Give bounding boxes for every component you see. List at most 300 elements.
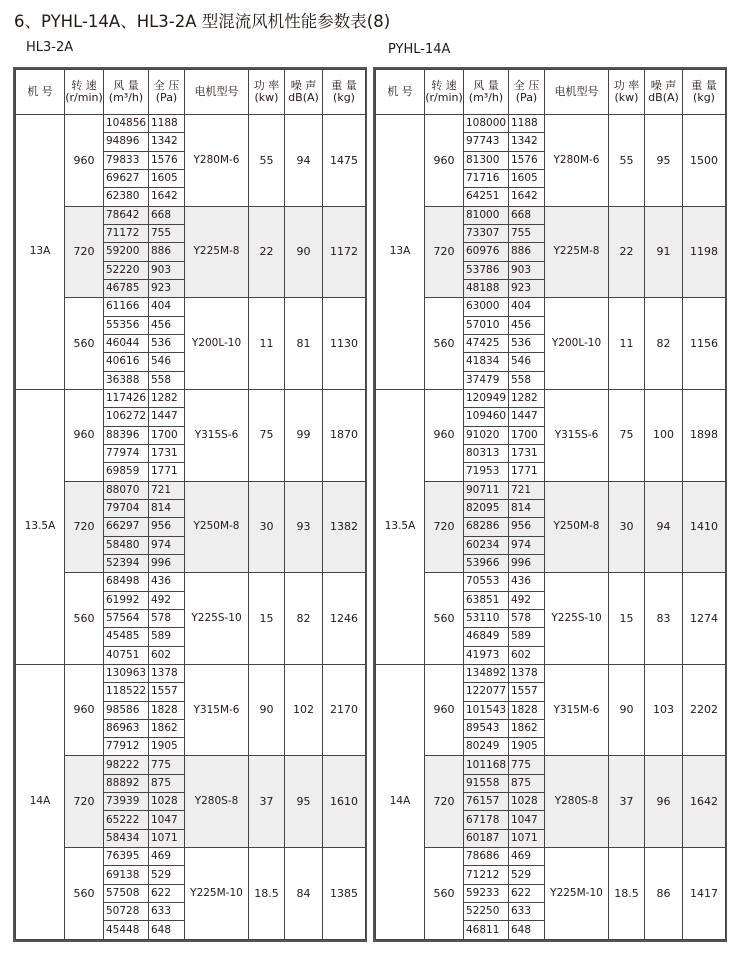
power-cell: 11 bbox=[609, 298, 645, 390]
fan-model-cell: 14A bbox=[16, 664, 65, 939]
pressure-cell: 578 bbox=[149, 609, 185, 627]
airflow-cell: 78686 bbox=[464, 848, 509, 866]
airflow-cell: 76395 bbox=[104, 848, 149, 866]
pressure-cell: 558 bbox=[149, 371, 185, 389]
pressure-cell: 996 bbox=[149, 554, 185, 572]
pressure-cell: 1188 bbox=[149, 115, 185, 133]
pressure-cell: 469 bbox=[149, 848, 185, 866]
airflow-cell: 68498 bbox=[104, 573, 149, 591]
noise-cell: 103 bbox=[645, 664, 683, 756]
airflow-cell: 59233 bbox=[464, 884, 509, 902]
airflow-cell: 57010 bbox=[464, 316, 509, 334]
pressure-cell: 546 bbox=[149, 353, 185, 371]
airflow-cell: 69859 bbox=[104, 463, 149, 481]
power-cell: 55 bbox=[249, 115, 285, 207]
noise-cell: 82 bbox=[285, 573, 323, 665]
airflow-cell: 73939 bbox=[104, 793, 149, 811]
pressure-cell: 875 bbox=[509, 774, 545, 792]
header-motor: 电机型号 bbox=[185, 70, 249, 115]
pressure-cell: 456 bbox=[509, 316, 545, 334]
motor-model-cell: Y280S-8 bbox=[185, 756, 249, 848]
airflow-cell: 120949 bbox=[464, 389, 509, 407]
airflow-cell: 53786 bbox=[464, 261, 509, 279]
airflow-cell: 68286 bbox=[464, 518, 509, 536]
airflow-cell: 104856 bbox=[104, 115, 149, 133]
pressure-cell: 648 bbox=[509, 921, 545, 940]
pressure-cell: 1605 bbox=[149, 169, 185, 187]
fan-model-cell: 13.5A bbox=[16, 389, 65, 664]
airflow-cell: 37479 bbox=[464, 371, 509, 389]
header-noise: 噪 声 dB(A) bbox=[645, 70, 683, 115]
pressure-cell: 622 bbox=[149, 884, 185, 902]
airflow-cell: 122077 bbox=[464, 683, 509, 701]
airflow-cell: 46785 bbox=[104, 279, 149, 297]
speed-cell: 560 bbox=[425, 298, 464, 390]
weight-cell: 1172 bbox=[323, 206, 366, 298]
pressure-cell: 1771 bbox=[509, 463, 545, 481]
pressure-cell: 755 bbox=[149, 224, 185, 242]
airflow-cell: 130963 bbox=[104, 664, 149, 682]
fan-model-cell: 13A bbox=[376, 115, 425, 390]
pressure-cell: 536 bbox=[509, 334, 545, 352]
airflow-cell: 88070 bbox=[104, 481, 149, 499]
airflow-cell: 88396 bbox=[104, 426, 149, 444]
airflow-cell: 63000 bbox=[464, 298, 509, 316]
pressure-cell: 1028 bbox=[149, 793, 185, 811]
airflow-cell: 82095 bbox=[464, 499, 509, 517]
speed-cell: 560 bbox=[65, 298, 104, 390]
pressure-cell: 529 bbox=[509, 866, 545, 884]
table-row bbox=[376, 481, 726, 499]
table-row bbox=[376, 664, 726, 682]
airflow-cell: 76157 bbox=[464, 793, 509, 811]
weight-cell: 1274 bbox=[683, 573, 726, 665]
airflow-cell: 118522 bbox=[104, 683, 149, 701]
pressure-cell: 956 bbox=[509, 518, 545, 536]
airflow-cell: 91020 bbox=[464, 426, 509, 444]
pressure-cell: 1342 bbox=[509, 133, 545, 151]
airflow-cell: 60187 bbox=[464, 829, 509, 847]
pressure-cell: 1047 bbox=[509, 811, 545, 829]
left-performance-table bbox=[15, 69, 366, 940]
right-performance-table bbox=[375, 69, 726, 940]
pressure-cell: 492 bbox=[509, 591, 545, 609]
pressure-cell: 436 bbox=[509, 573, 545, 591]
weight-cell: 1500 bbox=[683, 115, 726, 207]
table-row bbox=[16, 206, 366, 224]
pressure-cell: 633 bbox=[509, 903, 545, 921]
power-cell: 18.5 bbox=[249, 848, 285, 940]
pressure-cell: 1905 bbox=[149, 738, 185, 756]
right-table-panel bbox=[373, 67, 727, 942]
motor-model-cell: Y280S-8 bbox=[545, 756, 609, 848]
speed-cell: 720 bbox=[425, 206, 464, 298]
power-cell: 11 bbox=[249, 298, 285, 390]
pressure-cell: 1557 bbox=[509, 683, 545, 701]
motor-model-cell: Y225S-10 bbox=[185, 573, 249, 665]
speed-cell: 720 bbox=[65, 756, 104, 848]
airflow-cell: 57564 bbox=[104, 609, 149, 627]
speed-cell: 720 bbox=[65, 206, 104, 298]
pressure-cell: 1862 bbox=[149, 719, 185, 737]
airflow-cell: 53110 bbox=[464, 609, 509, 627]
power-cell: 30 bbox=[249, 481, 285, 573]
speed-cell: 960 bbox=[65, 115, 104, 207]
speed-cell: 560 bbox=[65, 848, 104, 940]
speed-cell: 960 bbox=[425, 664, 464, 756]
airflow-cell: 78642 bbox=[104, 206, 149, 224]
airflow-cell: 41973 bbox=[464, 646, 509, 664]
airflow-cell: 71212 bbox=[464, 866, 509, 884]
airflow-cell: 60234 bbox=[464, 536, 509, 554]
header-pressure: 全 压 (Pa) bbox=[149, 70, 185, 115]
header-flow: 风 量 (m³/h) bbox=[104, 70, 149, 115]
airflow-cell: 89543 bbox=[464, 719, 509, 737]
table-row bbox=[376, 573, 726, 591]
table-row bbox=[16, 848, 366, 866]
airflow-cell: 98586 bbox=[104, 701, 149, 719]
airflow-cell: 109460 bbox=[464, 408, 509, 426]
page-title: 6、PYHL-14A、HL3-2A 型混流风机性能参数表(8) bbox=[14, 12, 391, 31]
pressure-cell: 1282 bbox=[149, 389, 185, 407]
weight-cell: 1870 bbox=[323, 389, 366, 481]
noise-cell: 82 bbox=[645, 298, 683, 390]
power-cell: 30 bbox=[609, 481, 645, 573]
airflow-cell: 77974 bbox=[104, 444, 149, 462]
pressure-cell: 668 bbox=[509, 206, 545, 224]
pressure-cell: 648 bbox=[149, 921, 185, 940]
left-table-subtitle: HL3-2A bbox=[26, 40, 74, 55]
airflow-cell: 52394 bbox=[104, 554, 149, 572]
pressure-cell: 1731 bbox=[149, 444, 185, 462]
pressure-cell: 814 bbox=[149, 499, 185, 517]
airflow-cell: 69138 bbox=[104, 866, 149, 884]
airflow-cell: 134892 bbox=[464, 664, 509, 682]
pressure-cell: 1605 bbox=[509, 169, 545, 187]
header-power: 功 率 (kw) bbox=[249, 70, 285, 115]
pressure-cell: 1731 bbox=[509, 444, 545, 462]
header-power: 功 率 (kw) bbox=[609, 70, 645, 115]
airflow-cell: 106272 bbox=[104, 408, 149, 426]
power-cell: 15 bbox=[249, 573, 285, 665]
speed-cell: 960 bbox=[65, 664, 104, 756]
header-weight: 重 量 (kg) bbox=[683, 70, 726, 115]
header-weight: 重 量 (kg) bbox=[323, 70, 366, 115]
airflow-cell: 36388 bbox=[104, 371, 149, 389]
noise-cell: 94 bbox=[645, 481, 683, 573]
pressure-cell: 1905 bbox=[509, 738, 545, 756]
header-speed: 转 速 (r/min) bbox=[65, 70, 104, 115]
speed-cell: 560 bbox=[425, 573, 464, 665]
pressure-cell: 436 bbox=[149, 573, 185, 591]
power-cell: 15 bbox=[609, 573, 645, 665]
pressure-cell: 996 bbox=[509, 554, 545, 572]
motor-model-cell: Y225M-8 bbox=[545, 206, 609, 298]
table-row bbox=[16, 115, 366, 133]
noise-cell: 100 bbox=[645, 389, 683, 481]
pressure-cell: 903 bbox=[149, 261, 185, 279]
airflow-cell: 52220 bbox=[104, 261, 149, 279]
pressure-cell: 529 bbox=[149, 866, 185, 884]
fan-model-cell: 13.5A bbox=[376, 389, 425, 664]
pressure-cell: 1576 bbox=[509, 151, 545, 169]
power-cell: 37 bbox=[249, 756, 285, 848]
airflow-cell: 80313 bbox=[464, 444, 509, 462]
airflow-cell: 81000 bbox=[464, 206, 509, 224]
airflow-cell: 61992 bbox=[104, 591, 149, 609]
airflow-cell: 46811 bbox=[464, 921, 509, 940]
pressure-cell: 1700 bbox=[149, 426, 185, 444]
noise-cell: 95 bbox=[645, 115, 683, 207]
airflow-cell: 97743 bbox=[464, 133, 509, 151]
weight-cell: 1475 bbox=[323, 115, 366, 207]
pressure-cell: 721 bbox=[509, 481, 545, 499]
pressure-cell: 589 bbox=[149, 628, 185, 646]
weight-cell: 1898 bbox=[683, 389, 726, 481]
noise-cell: 86 bbox=[645, 848, 683, 940]
noise-cell: 99 bbox=[285, 389, 323, 481]
airflow-cell: 64251 bbox=[464, 188, 509, 206]
header-motor: 电机型号 bbox=[545, 70, 609, 115]
pressure-cell: 1557 bbox=[149, 683, 185, 701]
power-cell: 90 bbox=[609, 664, 645, 756]
pressure-cell: 1282 bbox=[509, 389, 545, 407]
airflow-cell: 45448 bbox=[104, 921, 149, 940]
pressure-cell: 721 bbox=[149, 481, 185, 499]
pressure-cell: 602 bbox=[509, 646, 545, 664]
airflow-cell: 71172 bbox=[104, 224, 149, 242]
left-table-body bbox=[16, 115, 366, 940]
weight-cell: 1156 bbox=[683, 298, 726, 390]
airflow-cell: 101168 bbox=[464, 756, 509, 774]
pressure-cell: 589 bbox=[509, 628, 545, 646]
airflow-cell: 63851 bbox=[464, 591, 509, 609]
speed-cell: 720 bbox=[65, 481, 104, 573]
header-row bbox=[376, 70, 726, 115]
pressure-cell: 1642 bbox=[509, 188, 545, 206]
motor-model-cell: Y280M-6 bbox=[185, 115, 249, 207]
pressure-cell: 755 bbox=[509, 224, 545, 242]
airflow-cell: 88892 bbox=[104, 774, 149, 792]
fan-model-cell: 13A bbox=[16, 115, 65, 390]
airflow-cell: 53966 bbox=[464, 554, 509, 572]
airflow-cell: 40751 bbox=[104, 646, 149, 664]
table-row bbox=[376, 206, 726, 224]
pressure-cell: 923 bbox=[149, 279, 185, 297]
airflow-cell: 60976 bbox=[464, 243, 509, 261]
pressure-cell: 1071 bbox=[149, 829, 185, 847]
pressure-cell: 1642 bbox=[149, 188, 185, 206]
airflow-cell: 40616 bbox=[104, 353, 149, 371]
pressure-cell: 1700 bbox=[509, 426, 545, 444]
airflow-cell: 48188 bbox=[464, 279, 509, 297]
airflow-cell: 73307 bbox=[464, 224, 509, 242]
noise-cell: 90 bbox=[285, 206, 323, 298]
weight-cell: 1130 bbox=[323, 298, 366, 390]
weight-cell: 1417 bbox=[683, 848, 726, 940]
noise-cell: 102 bbox=[285, 664, 323, 756]
airflow-cell: 66297 bbox=[104, 518, 149, 536]
motor-model-cell: Y280M-6 bbox=[545, 115, 609, 207]
pressure-cell: 668 bbox=[149, 206, 185, 224]
header-pressure: 全 压 (Pa) bbox=[509, 70, 545, 115]
speed-cell: 720 bbox=[425, 481, 464, 573]
power-cell: 55 bbox=[609, 115, 645, 207]
pressure-cell: 1447 bbox=[509, 408, 545, 426]
airflow-cell: 71953 bbox=[464, 463, 509, 481]
power-cell: 18.5 bbox=[609, 848, 645, 940]
speed-cell: 560 bbox=[65, 573, 104, 665]
airflow-cell: 47425 bbox=[464, 334, 509, 352]
power-cell: 22 bbox=[249, 206, 285, 298]
airflow-cell: 45485 bbox=[104, 628, 149, 646]
airflow-cell: 52250 bbox=[464, 903, 509, 921]
power-cell: 37 bbox=[609, 756, 645, 848]
pressure-cell: 633 bbox=[149, 903, 185, 921]
motor-model-cell: Y315S-6 bbox=[185, 389, 249, 481]
table-row bbox=[16, 664, 366, 682]
motor-model-cell: Y200L-10 bbox=[185, 298, 249, 390]
header-noise: 噪 声 dB(A) bbox=[285, 70, 323, 115]
airflow-cell: 58434 bbox=[104, 829, 149, 847]
airflow-cell: 101543 bbox=[464, 701, 509, 719]
table-row bbox=[376, 298, 726, 316]
airflow-cell: 41834 bbox=[464, 353, 509, 371]
right-table-body bbox=[376, 115, 726, 940]
pressure-cell: 536 bbox=[149, 334, 185, 352]
pressure-cell: 404 bbox=[149, 298, 185, 316]
pressure-cell: 903 bbox=[509, 261, 545, 279]
airflow-cell: 67178 bbox=[464, 811, 509, 829]
airflow-cell: 55356 bbox=[104, 316, 149, 334]
airflow-cell: 61166 bbox=[104, 298, 149, 316]
pressure-cell: 1071 bbox=[509, 829, 545, 847]
speed-cell: 960 bbox=[425, 115, 464, 207]
noise-cell: 96 bbox=[645, 756, 683, 848]
fan-model-cell: 14A bbox=[376, 664, 425, 939]
airflow-cell: 91558 bbox=[464, 774, 509, 792]
pressure-cell: 1342 bbox=[149, 133, 185, 151]
noise-cell: 94 bbox=[285, 115, 323, 207]
table-row bbox=[16, 298, 366, 316]
header-speed: 转 速 (r/min) bbox=[425, 70, 464, 115]
airflow-cell: 70553 bbox=[464, 573, 509, 591]
pressure-cell: 1576 bbox=[149, 151, 185, 169]
airflow-cell: 58480 bbox=[104, 536, 149, 554]
weight-cell: 1385 bbox=[323, 848, 366, 940]
speed-cell: 720 bbox=[425, 756, 464, 848]
left-table-panel bbox=[13, 67, 367, 942]
weight-cell: 1198 bbox=[683, 206, 726, 298]
pressure-cell: 875 bbox=[149, 774, 185, 792]
table-row bbox=[376, 848, 726, 866]
power-cell: 90 bbox=[249, 664, 285, 756]
motor-model-cell: Y200L-10 bbox=[545, 298, 609, 390]
pressure-cell: 886 bbox=[149, 243, 185, 261]
pressure-cell: 886 bbox=[509, 243, 545, 261]
pressure-cell: 1188 bbox=[509, 115, 545, 133]
table-row bbox=[16, 756, 366, 774]
pressure-cell: 602 bbox=[149, 646, 185, 664]
noise-cell: 93 bbox=[285, 481, 323, 573]
pressure-cell: 492 bbox=[149, 591, 185, 609]
noise-cell: 81 bbox=[285, 298, 323, 390]
airflow-cell: 90711 bbox=[464, 481, 509, 499]
header-row bbox=[16, 70, 366, 115]
pressure-cell: 1828 bbox=[149, 701, 185, 719]
airflow-cell: 79704 bbox=[104, 499, 149, 517]
airflow-cell: 94896 bbox=[104, 133, 149, 151]
pressure-cell: 578 bbox=[509, 609, 545, 627]
pressure-cell: 775 bbox=[149, 756, 185, 774]
airflow-cell: 117426 bbox=[104, 389, 149, 407]
airflow-cell: 62380 bbox=[104, 188, 149, 206]
airflow-cell: 50728 bbox=[104, 903, 149, 921]
airflow-cell: 86963 bbox=[104, 719, 149, 737]
pressure-cell: 1828 bbox=[509, 701, 545, 719]
right-table-subtitle: PYHL-14A bbox=[388, 42, 451, 57]
pressure-cell: 1771 bbox=[149, 463, 185, 481]
pressure-cell: 923 bbox=[509, 279, 545, 297]
airflow-cell: 80249 bbox=[464, 738, 509, 756]
pressure-cell: 456 bbox=[149, 316, 185, 334]
speed-cell: 960 bbox=[65, 389, 104, 481]
table-row bbox=[16, 389, 366, 407]
airflow-cell: 81300 bbox=[464, 151, 509, 169]
motor-model-cell: Y250M-8 bbox=[185, 481, 249, 573]
airflow-cell: 57508 bbox=[104, 884, 149, 902]
airflow-cell: 71716 bbox=[464, 169, 509, 187]
weight-cell: 1410 bbox=[683, 481, 726, 573]
airflow-cell: 108000 bbox=[464, 115, 509, 133]
weight-cell: 1610 bbox=[323, 756, 366, 848]
header-flow: 风 量 (m³/h) bbox=[464, 70, 509, 115]
motor-model-cell: Y225S-10 bbox=[545, 573, 609, 665]
airflow-cell: 98222 bbox=[104, 756, 149, 774]
weight-cell: 2202 bbox=[683, 664, 726, 756]
pressure-cell: 622 bbox=[509, 884, 545, 902]
table-row bbox=[376, 756, 726, 774]
pressure-cell: 469 bbox=[509, 848, 545, 866]
power-cell: 75 bbox=[609, 389, 645, 481]
pressure-cell: 974 bbox=[509, 536, 545, 554]
weight-cell: 1642 bbox=[683, 756, 726, 848]
noise-cell: 95 bbox=[285, 756, 323, 848]
noise-cell: 83 bbox=[645, 573, 683, 665]
motor-model-cell: Y315M-6 bbox=[545, 664, 609, 756]
speed-cell: 560 bbox=[425, 848, 464, 940]
airflow-cell: 79833 bbox=[104, 151, 149, 169]
speed-cell: 960 bbox=[425, 389, 464, 481]
pressure-cell: 558 bbox=[509, 371, 545, 389]
header-model: 机 号 bbox=[376, 70, 425, 115]
pressure-cell: 546 bbox=[509, 353, 545, 371]
motor-model-cell: Y315S-6 bbox=[545, 389, 609, 481]
motor-model-cell: Y225M-10 bbox=[185, 848, 249, 940]
pressure-cell: 956 bbox=[149, 518, 185, 536]
airflow-cell: 46044 bbox=[104, 334, 149, 352]
motor-model-cell: Y315M-6 bbox=[185, 664, 249, 756]
pressure-cell: 404 bbox=[509, 298, 545, 316]
airflow-cell: 46849 bbox=[464, 628, 509, 646]
power-cell: 75 bbox=[249, 389, 285, 481]
pressure-cell: 775 bbox=[509, 756, 545, 774]
pressure-cell: 1862 bbox=[509, 719, 545, 737]
pressure-cell: 1378 bbox=[149, 664, 185, 682]
noise-cell: 91 bbox=[645, 206, 683, 298]
weight-cell: 2170 bbox=[323, 664, 366, 756]
airflow-cell: 69627 bbox=[104, 169, 149, 187]
